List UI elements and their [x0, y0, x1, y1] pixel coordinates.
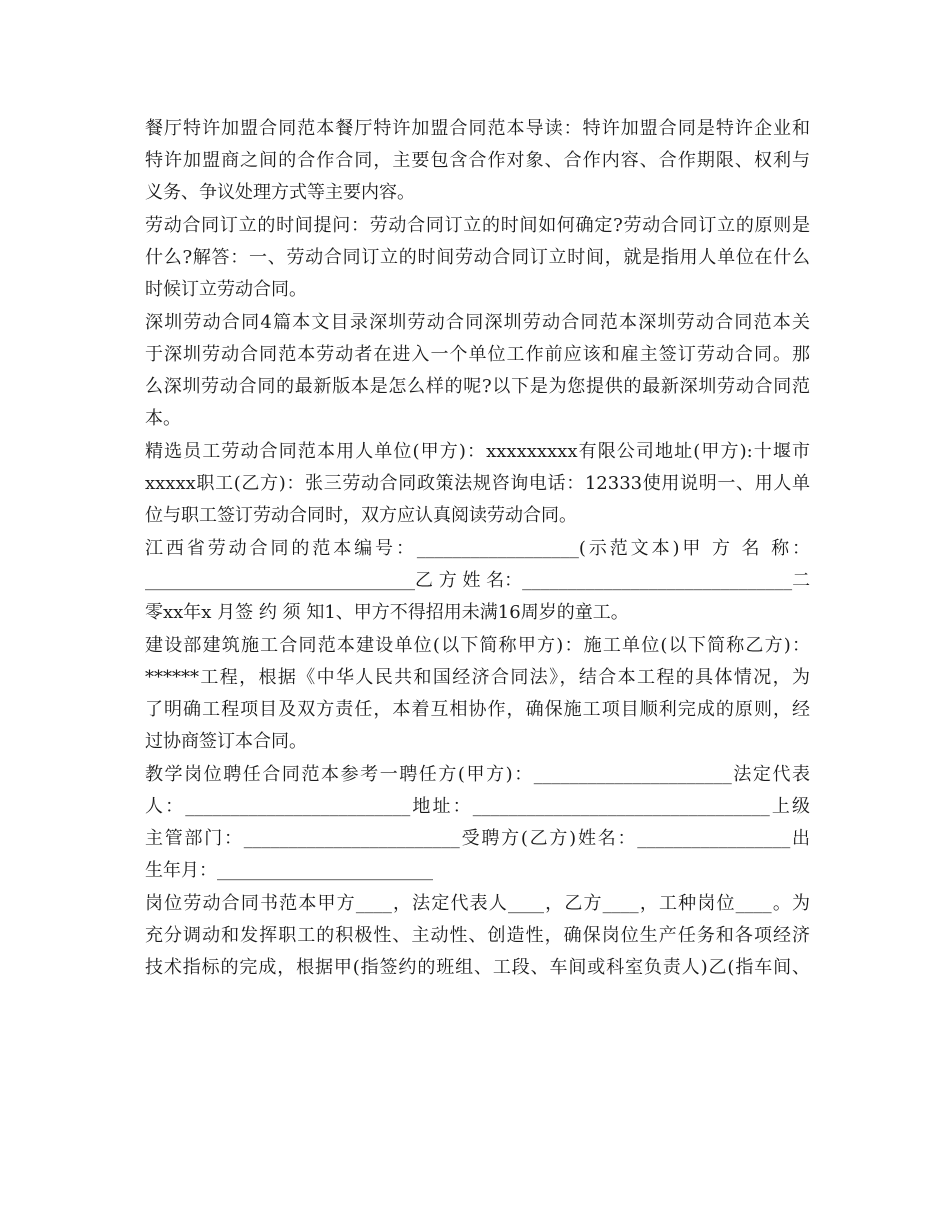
- text-line: 精选员工劳动合同范本用人单位(甲方)：xxxxxxxxx有限公司地址(甲方):十堰市: [145, 441, 810, 462]
- text-line: ______________________________乙 方 姓 名：______________________________二: [145, 570, 811, 591]
- text-line: 技术指标的完成，根据甲(指签约的班组、工段、车间或科室负责人)乙(指车间、: [145, 957, 810, 978]
- text-line: 主管部门：________________________受聘方(乙方)姓名：_________________出: [145, 828, 810, 849]
- text-line: 劳动合同订立的时间提问：劳动合同订立的时间如何确定?劳动合同订立的原则是: [145, 215, 810, 236]
- text-line: 充分调动和发挥职工的积极性、主动性、创造性，确保岗位生产任务和各项经济: [145, 925, 810, 946]
- text-line: xxxxx职工(乙方)：张三劳动合同政策法规咨询电话：12333使用说明一、用人单: [145, 473, 810, 494]
- paragraph-teaching-contract: [145, 759, 810, 887]
- text-line: 了明确工程项目及双方责任，本着互相协作，确保施工项目顺利完成的原则，经: [145, 699, 810, 720]
- text-line: 义务、争议处理方式等主要内容。: [145, 182, 415, 203]
- text-line: 特许加盟商之间的合作合同，主要包含合作对象、合作内容、合作期限、权利与: [145, 150, 810, 171]
- paragraph-employee-contract: [145, 436, 810, 532]
- text-line: ******工程，根据《中华人民共和国经济合同法》，结合本工程的具体情况，为: [145, 667, 810, 688]
- text-line: 本。: [145, 408, 181, 429]
- text-line: 江西省劳动合同的范本编号：__________________(示范文本)甲 方 名 称：: [145, 538, 810, 559]
- paragraph-construction-contract: [145, 630, 810, 758]
- text-line: 岗位劳动合同书范本甲方____，法定代表人____，乙方____，工种岗位____。为: [145, 893, 810, 914]
- text-line: 位与职工签订劳动合同时，双方应认真阅读劳动合同。: [145, 505, 577, 526]
- paragraph-jiangxi-contract: [145, 533, 810, 629]
- paragraph-shenzhen-contract: [145, 307, 810, 435]
- text-line: 过协商签订本合同。: [145, 731, 307, 752]
- paragraph-contract-timing: [145, 210, 810, 306]
- paragraph-post-contract: [145, 888, 810, 984]
- text-line: 餐厅特许加盟合同范本餐厅特许加盟合同范本导读：特许加盟合同是特许企业和: [145, 118, 810, 139]
- text-line: 时候订立劳动合同。: [145, 279, 307, 300]
- text-line: 建设部建筑施工合同范本建设单位(以下简称甲方)：施工单位(以下简称乙方)：: [145, 635, 810, 656]
- text-line: 么深圳劳动合同的最新版本是怎么样的呢?以下是为您提供的最新深圳劳动合同范: [145, 376, 810, 397]
- text-line: 零xx年x 月签 约 须 知1、甲方不得招用未满16周岁的童工。: [145, 602, 629, 623]
- text-line: 生年月：________________________: [145, 860, 433, 881]
- paragraph-restaurant-franchise: [145, 113, 810, 209]
- text-line: 什么?解答：一、劳动合同订立的时间劳动合同订立时间，就是指用人单位在什么: [145, 247, 810, 268]
- text-line: 教学岗位聘任合同范本参考一聘任方(甲方)：______________________法定代表: [145, 764, 810, 785]
- text-line: 于深圳劳动合同范本劳动者在进入一个单位工作前应该和雇主签订劳动合同。那: [145, 344, 810, 365]
- text-line: 深圳劳动合同4篇本文目录深圳劳动合同深圳劳动合同范本深圳劳动合同范本关: [145, 312, 810, 333]
- text-line: 人：_________________________地址：_________________________________上级: [145, 796, 810, 817]
